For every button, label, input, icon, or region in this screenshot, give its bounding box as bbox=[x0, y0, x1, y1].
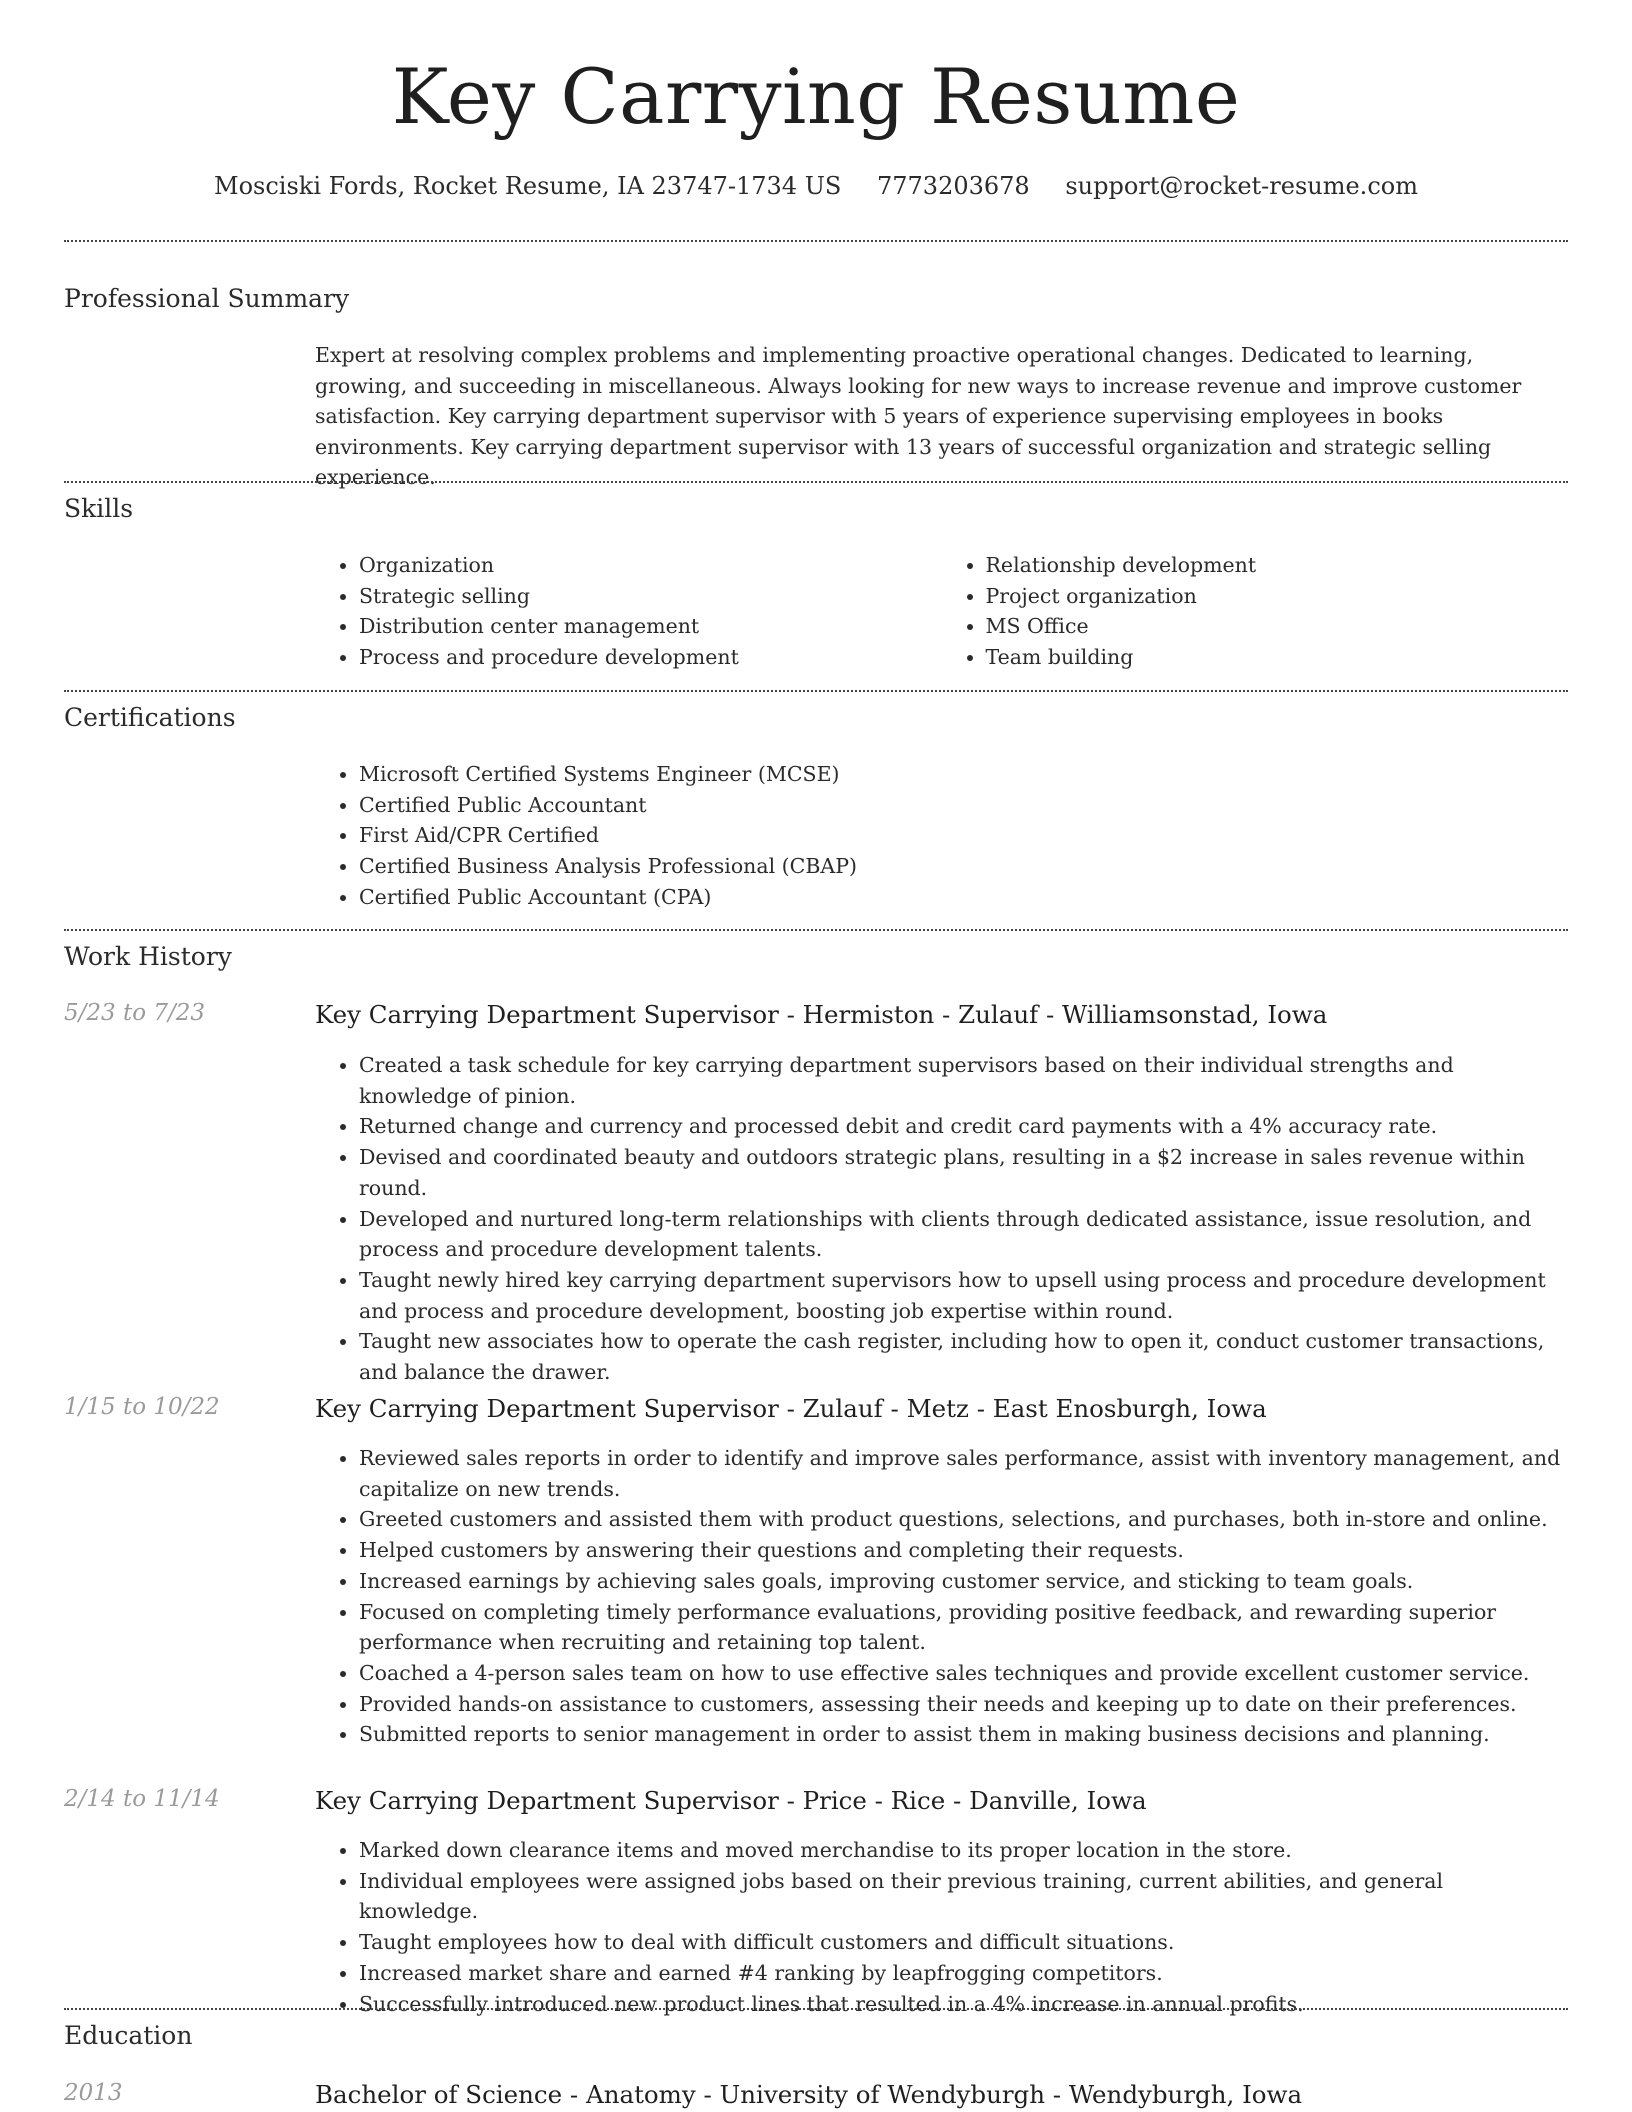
certification-item: • Certified Business Analysis Professional (CBAP) bbox=[359, 851, 1568, 882]
certifications-list bbox=[315, 759, 1568, 913]
skill-item: • Process and procedure development bbox=[359, 642, 942, 673]
job-bullet: • Developed and nurtured long-term relationships with clients through dedicated assistance, issue resolution, and process and procedure development talents. bbox=[359, 1204, 1568, 1265]
skill-item: • MS Office bbox=[986, 611, 1569, 642]
divider bbox=[64, 481, 1568, 483]
job-dates: 5/23 to 7/23 bbox=[64, 1000, 206, 1026]
job-bullet: • Focused on completing timely performance evaluations, providing positive feedback, and rewarding superior performance when recruiting and retaining top talent. bbox=[359, 1597, 1568, 1658]
job-bullet: • Created a task schedule for key carrying department supervisors based on their individual strengths and knowledge of pinion. bbox=[359, 1050, 1568, 1111]
education-degree: Bachelor of Science - Anatomy - University of Wendyburgh - Wendyburgh, Iowa bbox=[315, 2080, 1303, 2109]
skill-item: • Strategic selling bbox=[359, 581, 942, 612]
skill-item: • Project organization bbox=[986, 581, 1569, 612]
skills-heading: Skills bbox=[64, 494, 134, 523]
job-bullet: • Individual employees were assigned jobs based on their previous training, current abilities, and general knowledge. bbox=[359, 1866, 1568, 1927]
divider bbox=[64, 2008, 1568, 2010]
job-bullet: • Marked down clearance items and moved merchandise to its proper location in the store. bbox=[359, 1835, 1568, 1866]
contact-line bbox=[64, 172, 1568, 200]
job-title: Key Carrying Department Supervisor - Hermiston - Zulauf - Williamsonstad, Iowa bbox=[315, 1000, 1328, 1029]
job-bullet: • Successfully introduced new product lines that resulted in a 4% increase in annual profits. bbox=[359, 1989, 1568, 2020]
job-bullets bbox=[315, 1835, 1568, 2019]
divider bbox=[64, 929, 1568, 931]
job-bullet: • Devised and coordinated beauty and outdoors strategic plans, resulting in a $2 increase in sales revenue within round. bbox=[359, 1142, 1568, 1203]
skills-left-column bbox=[315, 550, 942, 673]
certification-item: • Microsoft Certified Systems Engineer (MCSE) bbox=[359, 759, 1568, 790]
job-bullet: • Returned change and currency and processed debit and credit card payments with a 4% accuracy rate. bbox=[359, 1111, 1568, 1142]
job-dates: 1/15 to 10/22 bbox=[64, 1394, 220, 1420]
summary-text: Expert at resolving complex problems and implementing proactive operational changes. Dedicated to learning, growing, and succeeding in miscellaneous. Always looking for new ways to increase revenue and improve customer satisfaction. Key carrying department supervisor with 5 years of experience supervising employees in books environments. Key carrying department supervisor with 13 years of successful organization and strategic selling experience. bbox=[315, 343, 1522, 489]
job-bullet: • Increased earnings by achieving sales goals, improving customer service, and sticking to team goals. bbox=[359, 1566, 1568, 1597]
job-bullet: • Helped customers by answering their questions and completing their requests. bbox=[359, 1535, 1568, 1566]
education-heading: Education bbox=[64, 2021, 193, 2050]
skill-item: • Organization bbox=[359, 550, 942, 581]
divider bbox=[64, 690, 1568, 692]
certification-item: • Certified Public Accountant bbox=[359, 790, 1568, 821]
job-bullet: • Coached a 4-person sales team on how to use effective sales techniques and provide excellent customer service. bbox=[359, 1658, 1568, 1689]
contact-address: Mosciski Fords, Rocket Resume, IA 23747-1734 US bbox=[214, 172, 842, 200]
certification-item: • Certified Public Accountant (CPA) bbox=[359, 882, 1568, 913]
skill-item: • Relationship development bbox=[986, 550, 1569, 581]
skill-item: • Distribution center management bbox=[359, 611, 942, 642]
job-bullet: • Taught new associates how to operate the cash register, including how to open it, conduct customer transactions, and balance the drawer. bbox=[359, 1326, 1568, 1387]
summary-heading: Professional Summary bbox=[64, 284, 350, 313]
job-bullets bbox=[315, 1443, 1568, 1750]
skills-list bbox=[315, 550, 1568, 673]
job-title: Key Carrying Department Supervisor - Zulauf - Metz - East Enosburgh, Iowa bbox=[315, 1394, 1267, 1423]
work-history-heading: Work History bbox=[64, 942, 232, 971]
job-bullet: • Taught newly hired key carrying department supervisors how to upsell using process and procedure development and process and procedure development, boosting job expertise within round. bbox=[359, 1265, 1568, 1326]
contact-phone: 7773203678 bbox=[877, 172, 1030, 200]
job-bullet: • Submitted reports to senior management in order to assist them in making business decisions and planning. bbox=[359, 1719, 1568, 1750]
skill-item: • Team building bbox=[986, 642, 1569, 673]
skills-right-column bbox=[942, 550, 1569, 673]
job-dates: 2/14 to 11/14 bbox=[64, 1786, 220, 1812]
resume-name: Key Carrying Resume bbox=[391, 52, 1241, 141]
job-bullet: • Reviewed sales reports in order to identify and improve sales performance, assist with inventory management, and capitalize on new trends. bbox=[359, 1443, 1568, 1504]
job-bullet: • Increased market share and earned #4 ranking by leapfrogging competitors. bbox=[359, 1958, 1568, 1989]
certification-item: • First Aid/CPR Certified bbox=[359, 820, 1568, 851]
job-bullets bbox=[315, 1050, 1568, 1388]
job-bullet: • Greeted customers and assisted them with product questions, selections, and purchases, both in-store and online. bbox=[359, 1504, 1568, 1535]
certifications-heading: Certifications bbox=[64, 703, 236, 732]
education-year: 2013 bbox=[64, 2080, 123, 2106]
job-title: Key Carrying Department Supervisor - Price - Rice - Danville, Iowa bbox=[315, 1786, 1147, 1815]
job-bullet: • Taught employees how to deal with difficult customers and difficult situations. bbox=[359, 1927, 1568, 1958]
job-bullet: • Provided hands-on assistance to customers, assessing their needs and keeping up to date on their preferences. bbox=[359, 1689, 1568, 1720]
divider bbox=[64, 240, 1568, 242]
contact-email: support@rocket-resume.com bbox=[1065, 172, 1418, 200]
